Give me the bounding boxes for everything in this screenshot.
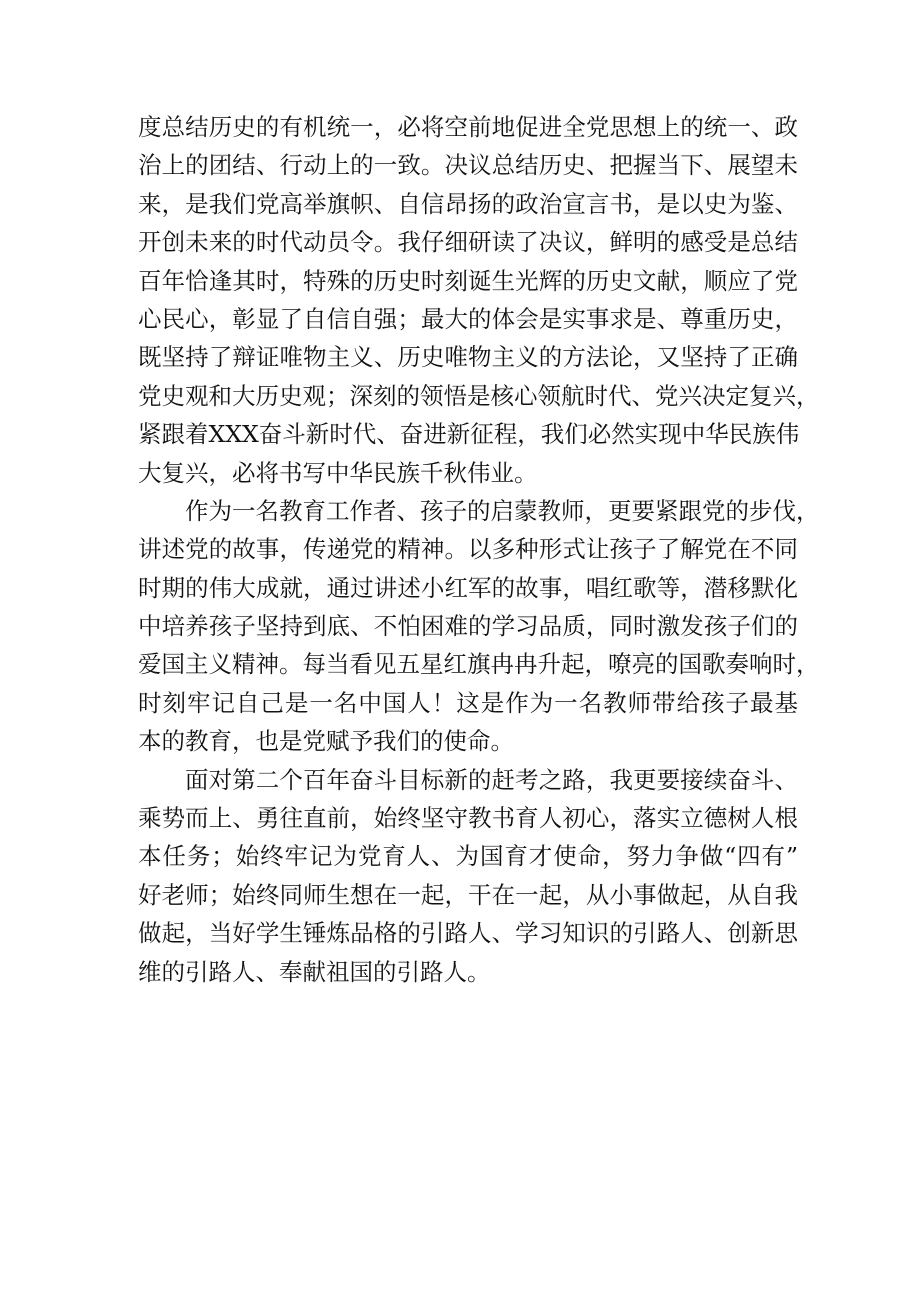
paragraph-line: 乘势而上、勇往直前，始终坚守教书育人初心，落实立德树人根 [138, 804, 798, 833]
paragraph-line: 本任务；始终牢记为党育人、为国育才使命，努力争做“四有” [138, 842, 798, 871]
paragraph-line: 开创未来的时代动员令。我仔细研读了决议，鲜明的感受是总结 [138, 228, 798, 257]
paragraph-line: 维的引路人、奉献祖国的引路人。 [138, 957, 491, 986]
paragraph-line: 做起，当好学生锤炼品格的引路人、学习知识的引路人、创新思 [138, 919, 798, 948]
document-body [138, 108, 820, 991]
paragraph-line: 时刻牢记自己是一名中国人！这是作为一名教师带给孩子最基 [138, 688, 798, 717]
paragraph-2 [138, 492, 820, 761]
paragraph-line: 好老师；始终同师生想在一起，干在一起，从小事做起，从自我 [138, 880, 798, 909]
paragraph-line: 中培养孩子坚持到底、不怕困难的学习品质，同时激发孩子们的 [138, 612, 798, 641]
paragraph-1 [138, 108, 820, 492]
paragraph-line: 治上的团结、行动上的一致。决议总结历史、把握当下、展望未 [138, 151, 798, 180]
paragraph-3 [138, 761, 798, 991]
paragraph-line: 时期的伟大成就，通过讲述小红军的故事，唱红歌等，潜移默化 [138, 573, 798, 602]
paragraph-line: 作为一名教育工作者、孩子的启蒙教师，更要紧跟党的步伐， [185, 496, 820, 525]
paragraph-line: 来，是我们党高举旗帜、自信昂扬的政治宣言书，是以史为鉴、 [138, 189, 798, 218]
paragraph-line: 既坚持了辩证唯物主义、历史唯物主义的方法论，又坚持了正确 [138, 343, 798, 372]
paragraph-line: 讲述党的故事，传递党的精神。以多种形式让孩子了解党在不同 [138, 535, 798, 564]
paragraph-line: 心民心，彰显了自信自强；最大的体会是实事求是、尊重历史， [138, 304, 798, 333]
paragraph-line: 面对第二个百年奋斗目标新的赶考之路，我更要接续奋斗、 [185, 765, 798, 794]
paragraph-line: 党史观和大历史观；深刻的领悟是核心领航时代、党兴决定复兴， [138, 381, 820, 410]
paragraph-line: 本的教育，也是党赋予我们的使命。 [138, 727, 514, 756]
paragraph-line: 爱国主义精神。每当看见五星红旗冉冉升起，嘹亮的国歌奏响时， [138, 650, 820, 679]
paragraph-line: 大复兴，必将书写中华民族千秋伟业。 [138, 458, 538, 487]
paragraph-line: 紧跟着XXX奋斗新时代、奋进新征程，我们必然实现中华民族伟 [138, 420, 800, 449]
paragraph-line: 百年恰逢其时，特殊的历史时刻诞生光辉的历史文献，顺应了党 [138, 266, 798, 295]
paragraph-line: 度总结历史的有机统一，必将空前地促进全党思想上的统一、政 [138, 113, 798, 141]
